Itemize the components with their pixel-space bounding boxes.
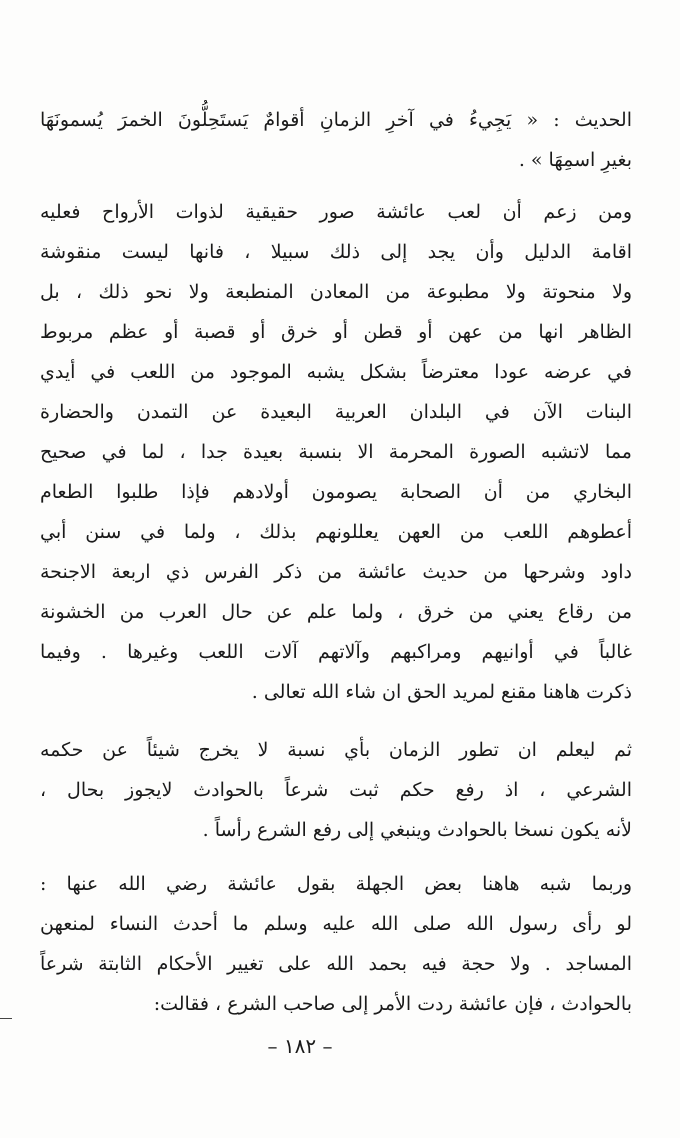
text-line: داود وشرحها من حديث عائشة من ذكر الفرس ذي اربعة الاجنحة — [40, 561, 632, 583]
page-number: – ١٨٢ – — [267, 1034, 333, 1058]
text-line: الظاهر انها من عهن أو قطن أو خرق أو قصبة أو عظم مربوط — [40, 321, 632, 343]
text-line: ذكرت هاهنا مقنع لمريد الحق ان شاء الله تعالى . — [251, 681, 632, 703]
paragraph-time — [40, 730, 632, 850]
text-line: مما لاتشبه الصورة المحرمة الا بنسبة بعيدة جدا ، لما في صحيح — [40, 441, 632, 463]
paragraph-dolls — [40, 192, 632, 712]
paragraph-aisha — [40, 864, 632, 1024]
text-line: ومن زعم أن لعب عائشة صور حقيقية لذوات الأرواح فعليه — [40, 201, 632, 223]
text-line: الشرعي ، اذ رفع حكم ثبت شرعاً بالحوادث لايجوز بحال ، — [40, 779, 632, 801]
text-line: وربما شبه هاهنا بعض الجهلة بقول عائشة رضي الله عنها : — [40, 873, 632, 895]
margin-mark — [0, 1018, 12, 1019]
text-line: بالحوادث ، فإن عائشة ردت الأمر إلى صاحب الشرع ، فقالت: — [153, 993, 632, 1015]
paragraph-hadith — [40, 100, 632, 180]
text-line: لو رأى رسول الله صلى الله عليه وسلم ما أحدث النساء لمنعهن — [40, 913, 632, 935]
text-line: البنات الآن في البلدان العربية البعيدة عن التمدن والحضارة — [40, 401, 632, 423]
text-line: في عرضه عودا معترضاً بشكل يشبه الموجود من اللعب في أيدي — [40, 361, 632, 383]
text-line: ولا منحوتة ولا مطبوعة من المعادن المنطبعة ولا نحو ذلك ، بل — [40, 281, 632, 303]
text-line: بغيرِ اسمِهَا » . — [518, 149, 632, 171]
text-line: اقامة الدليل وأن يجد إلى ذلك سبيلا ، فانها ليست منقوشة — [40, 241, 632, 263]
text-line: المساجد . ولا حجة فيه بحمد الله على تغيير الأحكام الثابتة شرعاً — [40, 953, 632, 975]
text-line: ثم ليعلم ان تطور الزمان بأي نسبة لا يخرج شيئاً عن حكمه — [40, 739, 632, 761]
text-line: غالباً في أوانيهم ومراكبهم وآلاتهم آلات اللعب وغيرها . وفيما — [40, 641, 632, 663]
text-line: الحديث : « يَجِيءُ في آخرِ الزمانِ أقوامٌ يَستَحِلُّونَ الخمرَ يُسمونَهَا — [40, 109, 632, 131]
text-line: البخاري من أن الصحابة يصومون أولادهم فإذا طلبوا الطعام — [40, 481, 632, 503]
text-line: أعطوهم اللعب من العهن يعللونهم بذلك ، ولما في سنن أبي — [40, 521, 632, 543]
text-line: من رقاع يعني من خرق ، ولما علم عن حال العرب من الخشونة — [40, 601, 632, 623]
text-line: لأنه يكون نسخا بالحوادث وينبغي إلى رفع الشرع رأساً . — [202, 819, 632, 841]
